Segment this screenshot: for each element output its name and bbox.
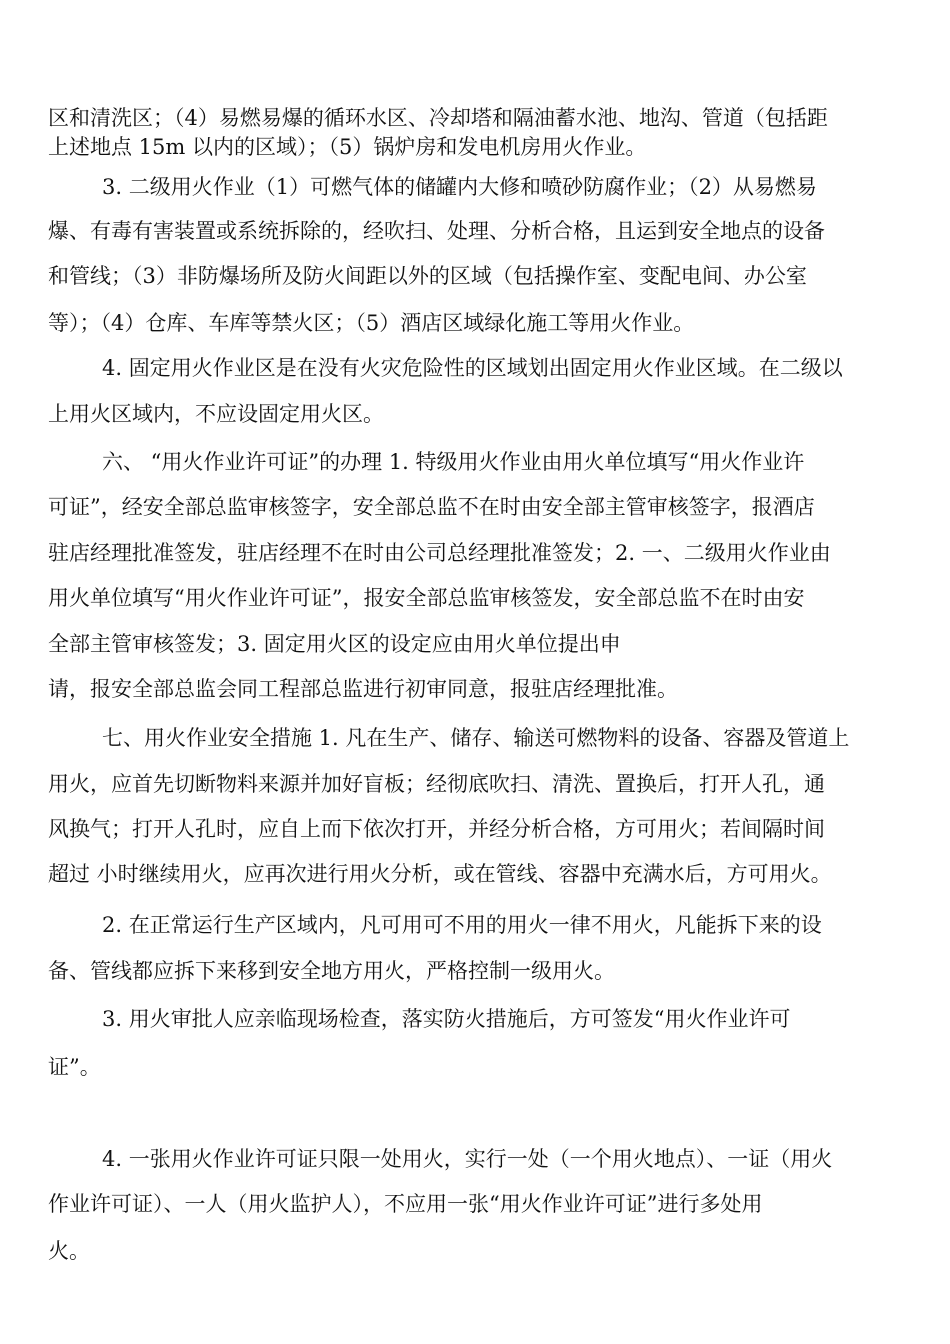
text-line: 超过 小时继续用火，应再次进行用火分析，或在管线、容器中充满水后，方可用火。 xyxy=(48,862,832,886)
text-line: 等）；（4）仓库、车库等禁火区；（5）酒店区域绿化施工等用火作业。 xyxy=(48,311,695,335)
text-line: 全部主管审核签发；3. 固定用火区的设定应由用火单位提出申 xyxy=(48,632,621,656)
text-line: 作业许可证）、一人（用火监护人），不应用一张“用火作业许可证”进行多处用 xyxy=(48,1192,763,1216)
section-seven-heading-line: 七、用火作业安全措施 1. 凡在生产、储存、输送可燃物料的设备、容器及管道上 xyxy=(102,726,850,750)
section-six-heading-line: 六、 “用火作业许可证”的办理 1. 特级用火作业由用火单位填写“用火作业许 xyxy=(102,450,805,474)
text-line: 上用火区域内，不应设固定用火区。 xyxy=(48,402,384,426)
text-line: 用火，应首先切断物料来源并加好盲板；经彻底吹扫、清洗、置换后，打开人孔，通 xyxy=(48,772,825,796)
text-line: 爆、有毒有害装置或系统拆除的，经吹扫、处理、分析合格，且运到安全地点的设备 xyxy=(48,219,825,243)
text-line: 和管线；（3）非防爆场所及防火间距以外的区域（包括操作室、变配电间、办公室 xyxy=(48,264,807,288)
text-line: 风换气；打开人孔时，应自上而下依次打开，并经分析合格，方可用火；若间隔时间 xyxy=(48,817,825,841)
text-line: 请，报安全部总监会同工程部总监进行初审同意，报驻店经理批准。 xyxy=(48,677,678,701)
text-line: 证”。 xyxy=(48,1055,101,1079)
text-line: 用火单位填写“用火作业许可证”，报安全部总监审核签发，安全部总监不在时由安 xyxy=(48,586,805,610)
text-line: 可证”，经安全部总监审核签字，安全部总监不在时由安全部主管审核签字，报酒店 xyxy=(48,495,815,519)
paragraph-item-3-line: 3. 用火审批人应亲临现场检查，落实防火措施后，方可签发“用火作业许可 xyxy=(102,1007,791,1031)
paragraph-item-2-line: 2. 在正常运行生产区域内，凡可用可不用的用火一律不用火，凡能拆下来的设 xyxy=(102,913,822,937)
paragraph-item-4-line: 4. 一张用火作业许可证只限一处用火，实行一处（一个用火地点）、一证（用火 xyxy=(102,1147,833,1171)
paragraph-item-3-line: 3. 二级用火作业（1）可燃气体的储罐内大修和喷砂防腐作业；（2）从易燃易 xyxy=(102,175,817,199)
paragraph-item-4-line: 4. 固定用火作业区是在没有火灾危险性的区域划出固定用火作业区域。在二级以 xyxy=(102,356,843,380)
text-line: 火。 xyxy=(48,1239,90,1263)
text-line: 驻店经理批准签发，驻店经理不在时由公司总经理批准签发；2. 一、二级用火作业由 xyxy=(48,541,831,565)
text-line: 备、管线都应拆下来移到安全地方用火，严格控制一级用火。 xyxy=(48,959,615,983)
text-line: 上述地点 15m 以内的区域）；（5）锅炉房和发电机房用火作业。 xyxy=(48,135,647,159)
text-line: 区和清洗区；（4）易燃易爆的循环水区、冷却塔和隔油蓄水池、地沟、管道（包括距 xyxy=(48,106,828,130)
